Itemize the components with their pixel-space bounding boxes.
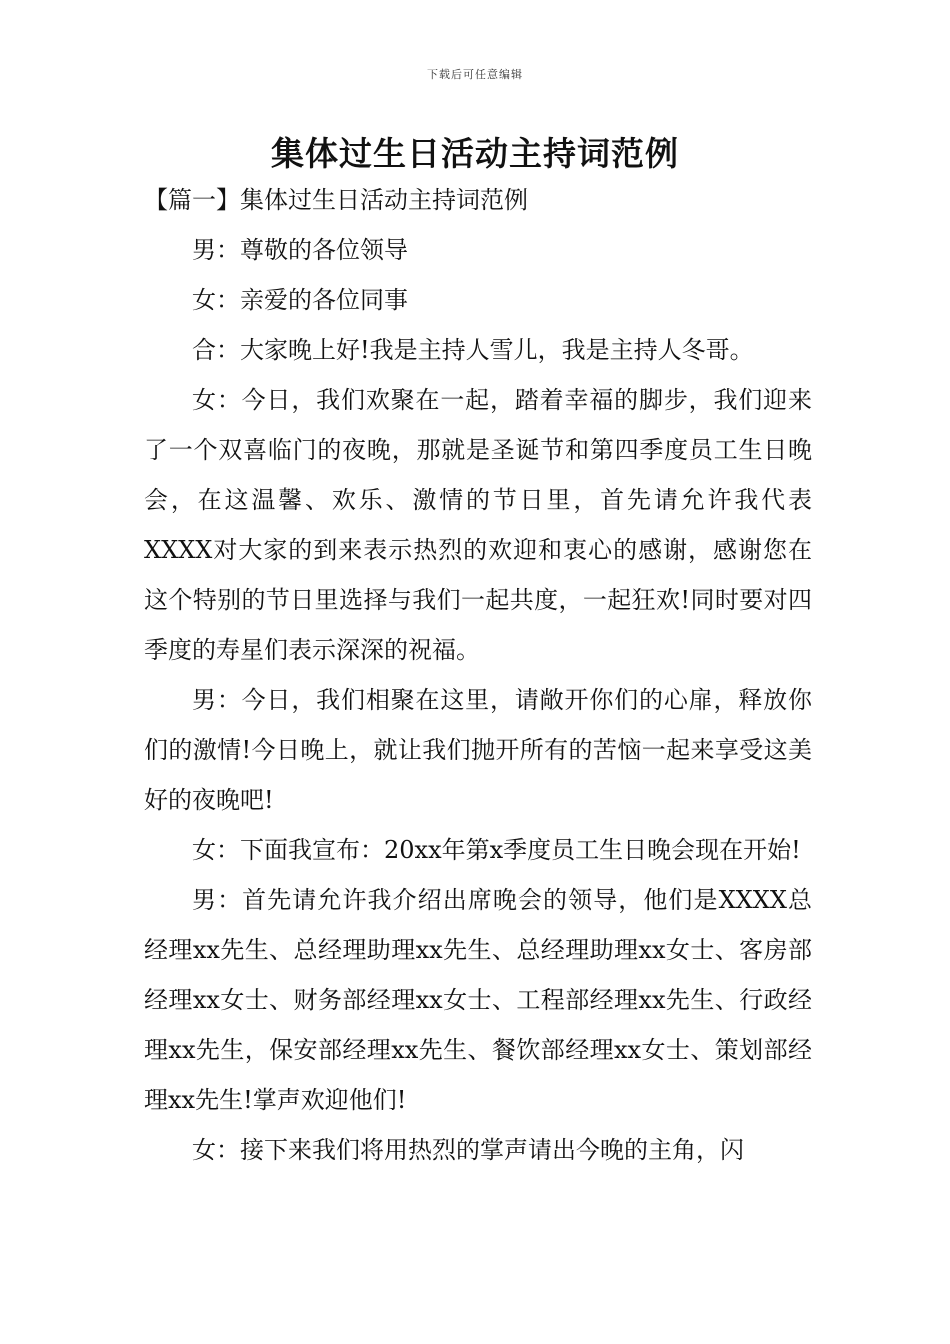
paragraph: 女：下面我宣布：20xx年第x季度员工生日晚会现在开始! (192, 836, 801, 864)
paragraph: 合：大家晚上好!我是主持人雪儿，我是主持人冬哥。 (192, 336, 754, 364)
paragraph: 男：尊敬的各位领导 (192, 236, 408, 264)
document-title: 集体过生日活动主持词范例 (271, 134, 679, 173)
document-body (144, 225, 812, 1175)
paragraph: 女：接下来我们将用热烈的掌声请出今晚的主角，闪 (192, 1136, 744, 1164)
section-heading: 【篇一】集体过生日活动主持词范例 (144, 186, 528, 214)
header-note: 下载后可任意编辑 (427, 68, 523, 81)
paragraph: 女：今日，我们欢聚在一起，踏着幸福的脚步，我们迎来了一个双喜临门的夜晚，那就是圣诞节和第四季度员工生日晚会，在这温馨、欢乐、激情的节日里，首先请允许我代表XXXX对大家的到来表示热烈的欢迎和衷心的感谢，感谢您在这个特别的节日里选择与我们一起共度，一起狂欢!同时要对四季度的寿星们表示深深的祝福。 (144, 386, 812, 664)
paragraph: 男：首先请允许我介绍出席晚会的领导，他们是XXXX总经理xx先生、总经理助理xx先生、总经理助理xx女士、客房部经理xx女士、财务部经理xx女士、工程部经理xx先生、行政经理xx先生，保安部经理xx先生、餐饮部经理xx女士、策划部经理xx先生!掌声欢迎他们! (144, 886, 812, 1114)
paragraph: 男：今日，我们相聚在这里，请敞开你们的心扉，释放你们的激情!今日晚上，就让我们抛开所有的苦恼一起来享受这美好的夜晚吧! (144, 686, 812, 814)
paragraph: 女：亲爱的各位同事 (192, 286, 408, 314)
